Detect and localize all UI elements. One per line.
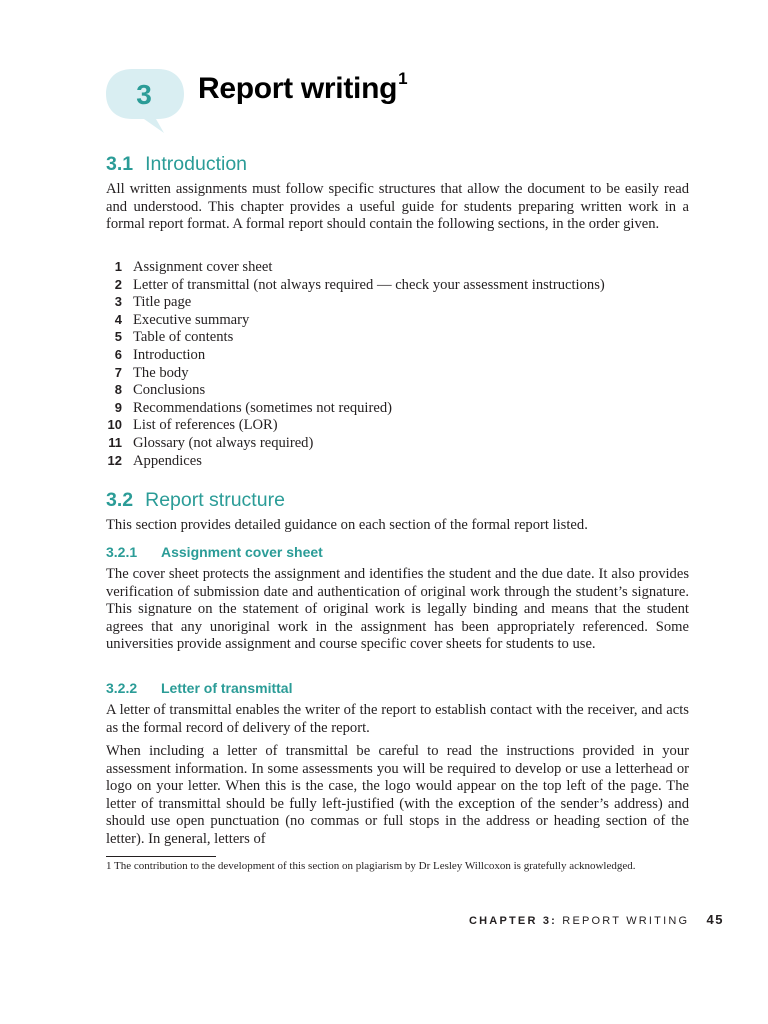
section-number: 3.1 — [106, 153, 134, 175]
report-sections-list — [106, 258, 706, 469]
footnote-marker: 1 — [398, 69, 408, 88]
list-item: 7 The body — [114, 364, 189, 381]
subsection-number: 3.2.2 — [106, 680, 138, 696]
list-item: 10 List of references (LOR) — [107, 417, 278, 434]
list-item: 8 Conclusions — [114, 382, 206, 399]
intro-paragraph: All written assignments must follow specific structures that allow the document to be easily read and understood. This chapter provides a useful guide for students preparing written work in a formal report format. A formal report should contain the following sections, in the order given. — [106, 181, 689, 233]
list-item: 6 Introduction — [114, 346, 206, 363]
list-item: 3 Title page — [114, 294, 192, 311]
footer-chapter-name: REPORT WRITING — [562, 915, 690, 927]
section-heading-3-1 — [106, 153, 247, 176]
list-item: 1 Assignment cover sheet — [114, 259, 273, 275]
subsection-number: 3.2.1 — [106, 544, 138, 560]
footnote: 1 The contribution to the development of this section on plagiarism by Dr Lesley Willcoxon is gratefully acknowledged. — [106, 860, 636, 872]
transmittal-paragraph-2: When including a letter of transmittal be careful to read the instructions provided in your assessment information. In some assessments you will be required to develop or use a letterhead or logo on your letter. When this is the case, the logo would appear on the top left of the page. The letter of transmittal should be fully left-justified (with the exception of the sender’s address) and should use open punctuation (no commas or full stops in the address or heading section of the letter). In general, letters of — [106, 743, 689, 847]
subsection-title: Letter of transmittal — [161, 680, 293, 696]
list-item: 12 Appendices — [107, 452, 202, 469]
section-number: 3.2 — [106, 489, 134, 511]
subsection-title: Assignment cover sheet — [161, 544, 323, 560]
chapter-title — [198, 69, 408, 106]
footnote-divider — [106, 856, 216, 857]
subsection-heading-3-2-2 — [106, 680, 292, 696]
structure-paragraph: This section provides detailed guidance on each section of the formal report listed. — [106, 517, 588, 533]
section-title: Introduction — [145, 153, 248, 175]
list-item: 5 Table of contents — [114, 329, 234, 346]
list-item: 11 Glossary (not always required) — [108, 434, 314, 451]
list-item: 9 Recommendations (sometimes not required) — [114, 399, 392, 416]
page-number: 45 — [706, 912, 724, 927]
cover-sheet-paragraph: The cover sheet protects the assignment and identifies the student and the due date. It also provides verification of submission date and authentication of original work through the student’s signature. This signature on the statement of original work is legally binding and means that the student agrees that any unoriginal work in the assignment has been appropriately referenced. Some universities provide assignment and course specific cover sheets for students to use. — [106, 566, 689, 653]
transmittal-paragraph-1: A letter of transmittal enables the writer of the report to establish contact with the receiver, and acts as the formal record of delivery of the report. — [106, 702, 689, 736]
footer-chapter-label: CHAPTER 3: — [469, 915, 558, 927]
list-item: 2 Letter of transmittal (not always required — check your assessment instructions) — [114, 276, 605, 293]
chapter-title-text: Report writing — [198, 72, 398, 105]
chapter-number: 3 — [136, 79, 152, 110]
running-footer — [469, 912, 724, 927]
section-heading-3-2 — [106, 489, 285, 512]
list-item: 4 Executive summary — [114, 311, 250, 328]
subsection-heading-3-2-1 — [106, 544, 323, 560]
section-title: Report structure — [145, 489, 285, 511]
